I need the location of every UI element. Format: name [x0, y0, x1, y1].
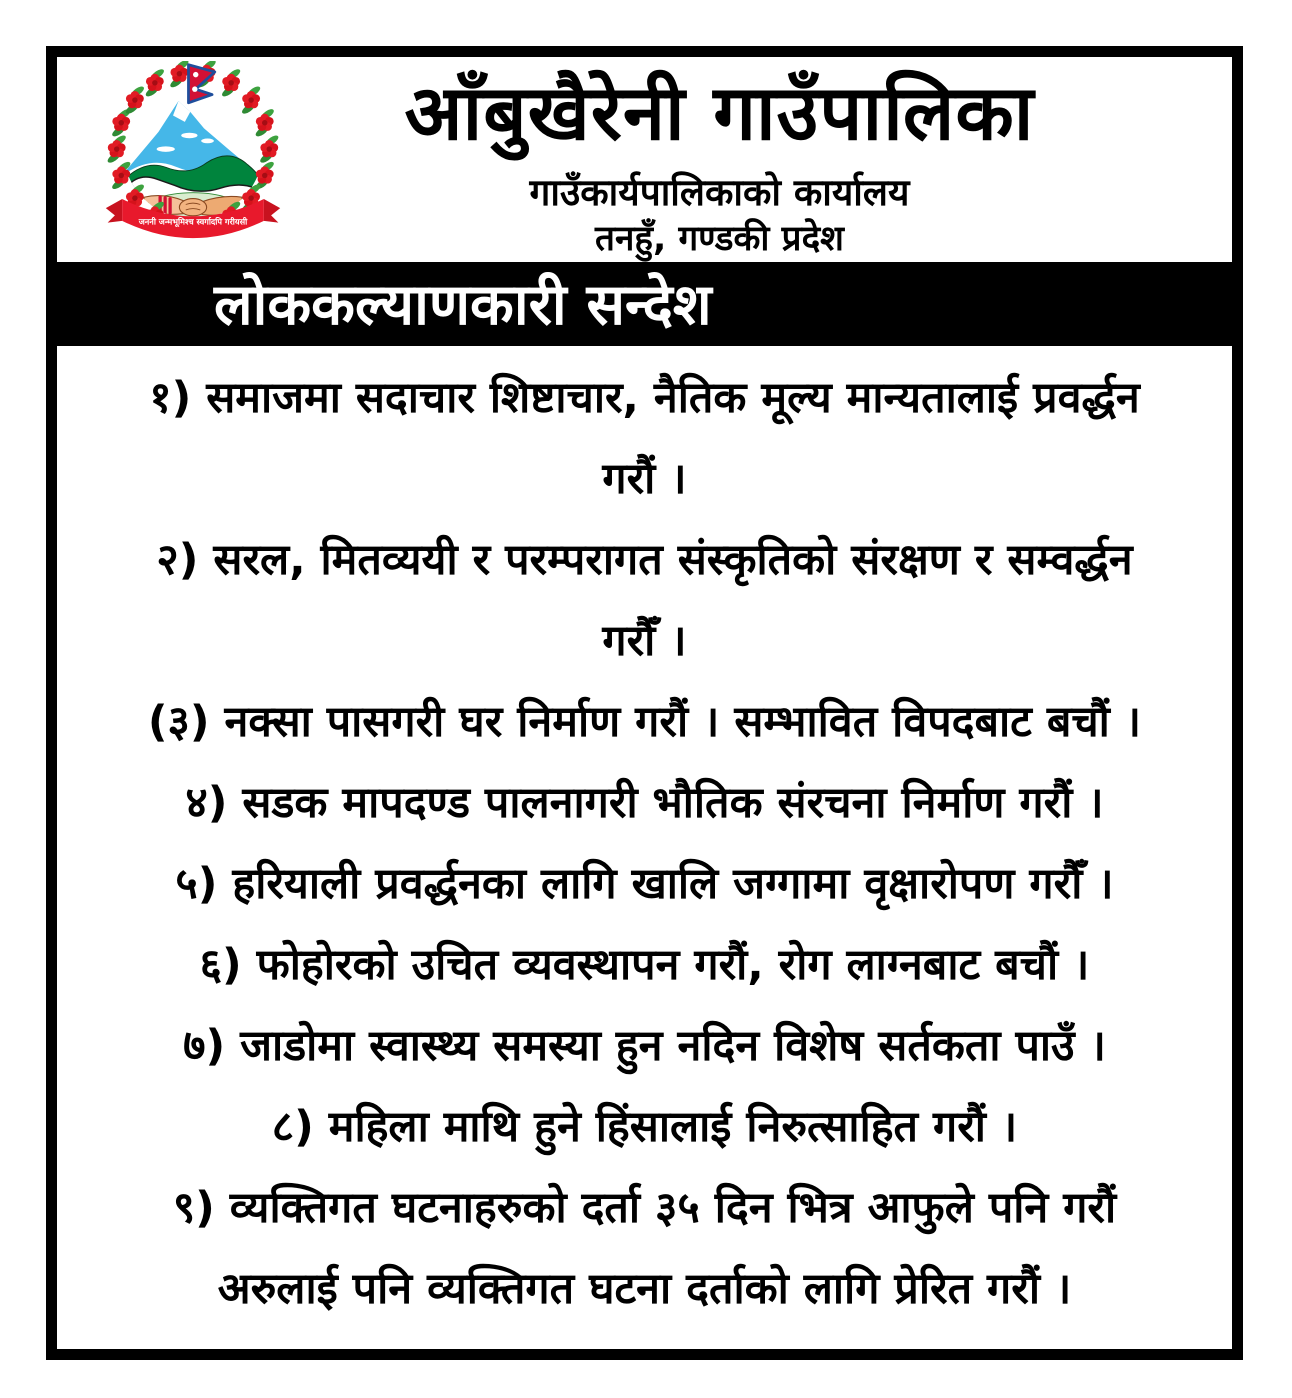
message-item-7: [83, 1006, 1206, 1087]
message-item-2: [83, 520, 1206, 682]
message-item-4: [83, 763, 1206, 844]
municipality-emblem: [101, 61, 285, 239]
message-line: २) सरल, मितव्ययी र परम्परागत संस्कृतिको संरक्षण र सम्वर्द्धन: [156, 535, 1133, 585]
message-line: ८) महिला माथि हुने हिंसालाई निरुत्साहित गरौं ।: [271, 1102, 1018, 1152]
message-item-3: [83, 682, 1206, 763]
message-line: (३) नक्सा पासगरी घर निर्माण गरौं । सम्भावित विपदबाट बचौं ।: [147, 697, 1142, 747]
notice-frame: [46, 46, 1243, 1360]
message-line: ६) फोहोरको उचित व्यवस्थापन गरौं, रोग लाग्नबाट बचौं ।: [199, 940, 1090, 990]
message-line: ४) सडक मापदण्ड पालनागरी भौतिक संरचना निर्माण गरौं ।: [185, 778, 1104, 828]
banner: [57, 262, 1232, 346]
message-item-8: [83, 1087, 1206, 1168]
message-line: ७) जाडोमा स्वास्थ्य समस्या हुन नदिन विशेष सर्तकता पाउँ ।: [183, 1021, 1106, 1071]
welfare-message-list: [57, 346, 1232, 1330]
message-line: गरौँ ।: [602, 616, 687, 666]
message-item-1: [83, 358, 1206, 520]
address-line: तनहुँ, गण्डकी प्रदेश: [595, 219, 844, 259]
message-line: १) समाजमा सदाचार शिष्टाचार, नैतिक मूल्य मान्यतालाई प्रवर्द्धन: [149, 373, 1140, 423]
message-item-5: [83, 844, 1206, 925]
message-item-9: [83, 1168, 1206, 1330]
message-line: ९) व्यक्तिगत घटनाहरुको दर्ता ३५ दिन भित्र आफुले पनि गरौं: [172, 1183, 1117, 1233]
header-text-block: [207, 57, 1232, 261]
message-line: गरौं ।: [602, 454, 687, 504]
message-item-6: [83, 925, 1206, 1006]
notice-header: [57, 57, 1232, 262]
message-line: अरुलाई पनि व्यक्तिगत घटना दर्ताको लागि प्रेरित गरौं ।: [217, 1264, 1072, 1314]
message-line: ५) हरियाली प्रवर्द्धनका लागि खालि जग्गामा वृक्षारोपण गरौँ ।: [175, 859, 1114, 909]
banner-title: लोककल्याणकारी सन्देश: [214, 272, 712, 338]
emblem-motto-text: जननी जन्मभूमिश्च स्वर्गादपि गरीयसी: [138, 216, 248, 227]
page-title: आँबुखैरेनी गाउँपालिका: [404, 68, 1035, 157]
office-subtitle: गाउँकार्यपालिकाको कार्यालय: [529, 171, 910, 214]
